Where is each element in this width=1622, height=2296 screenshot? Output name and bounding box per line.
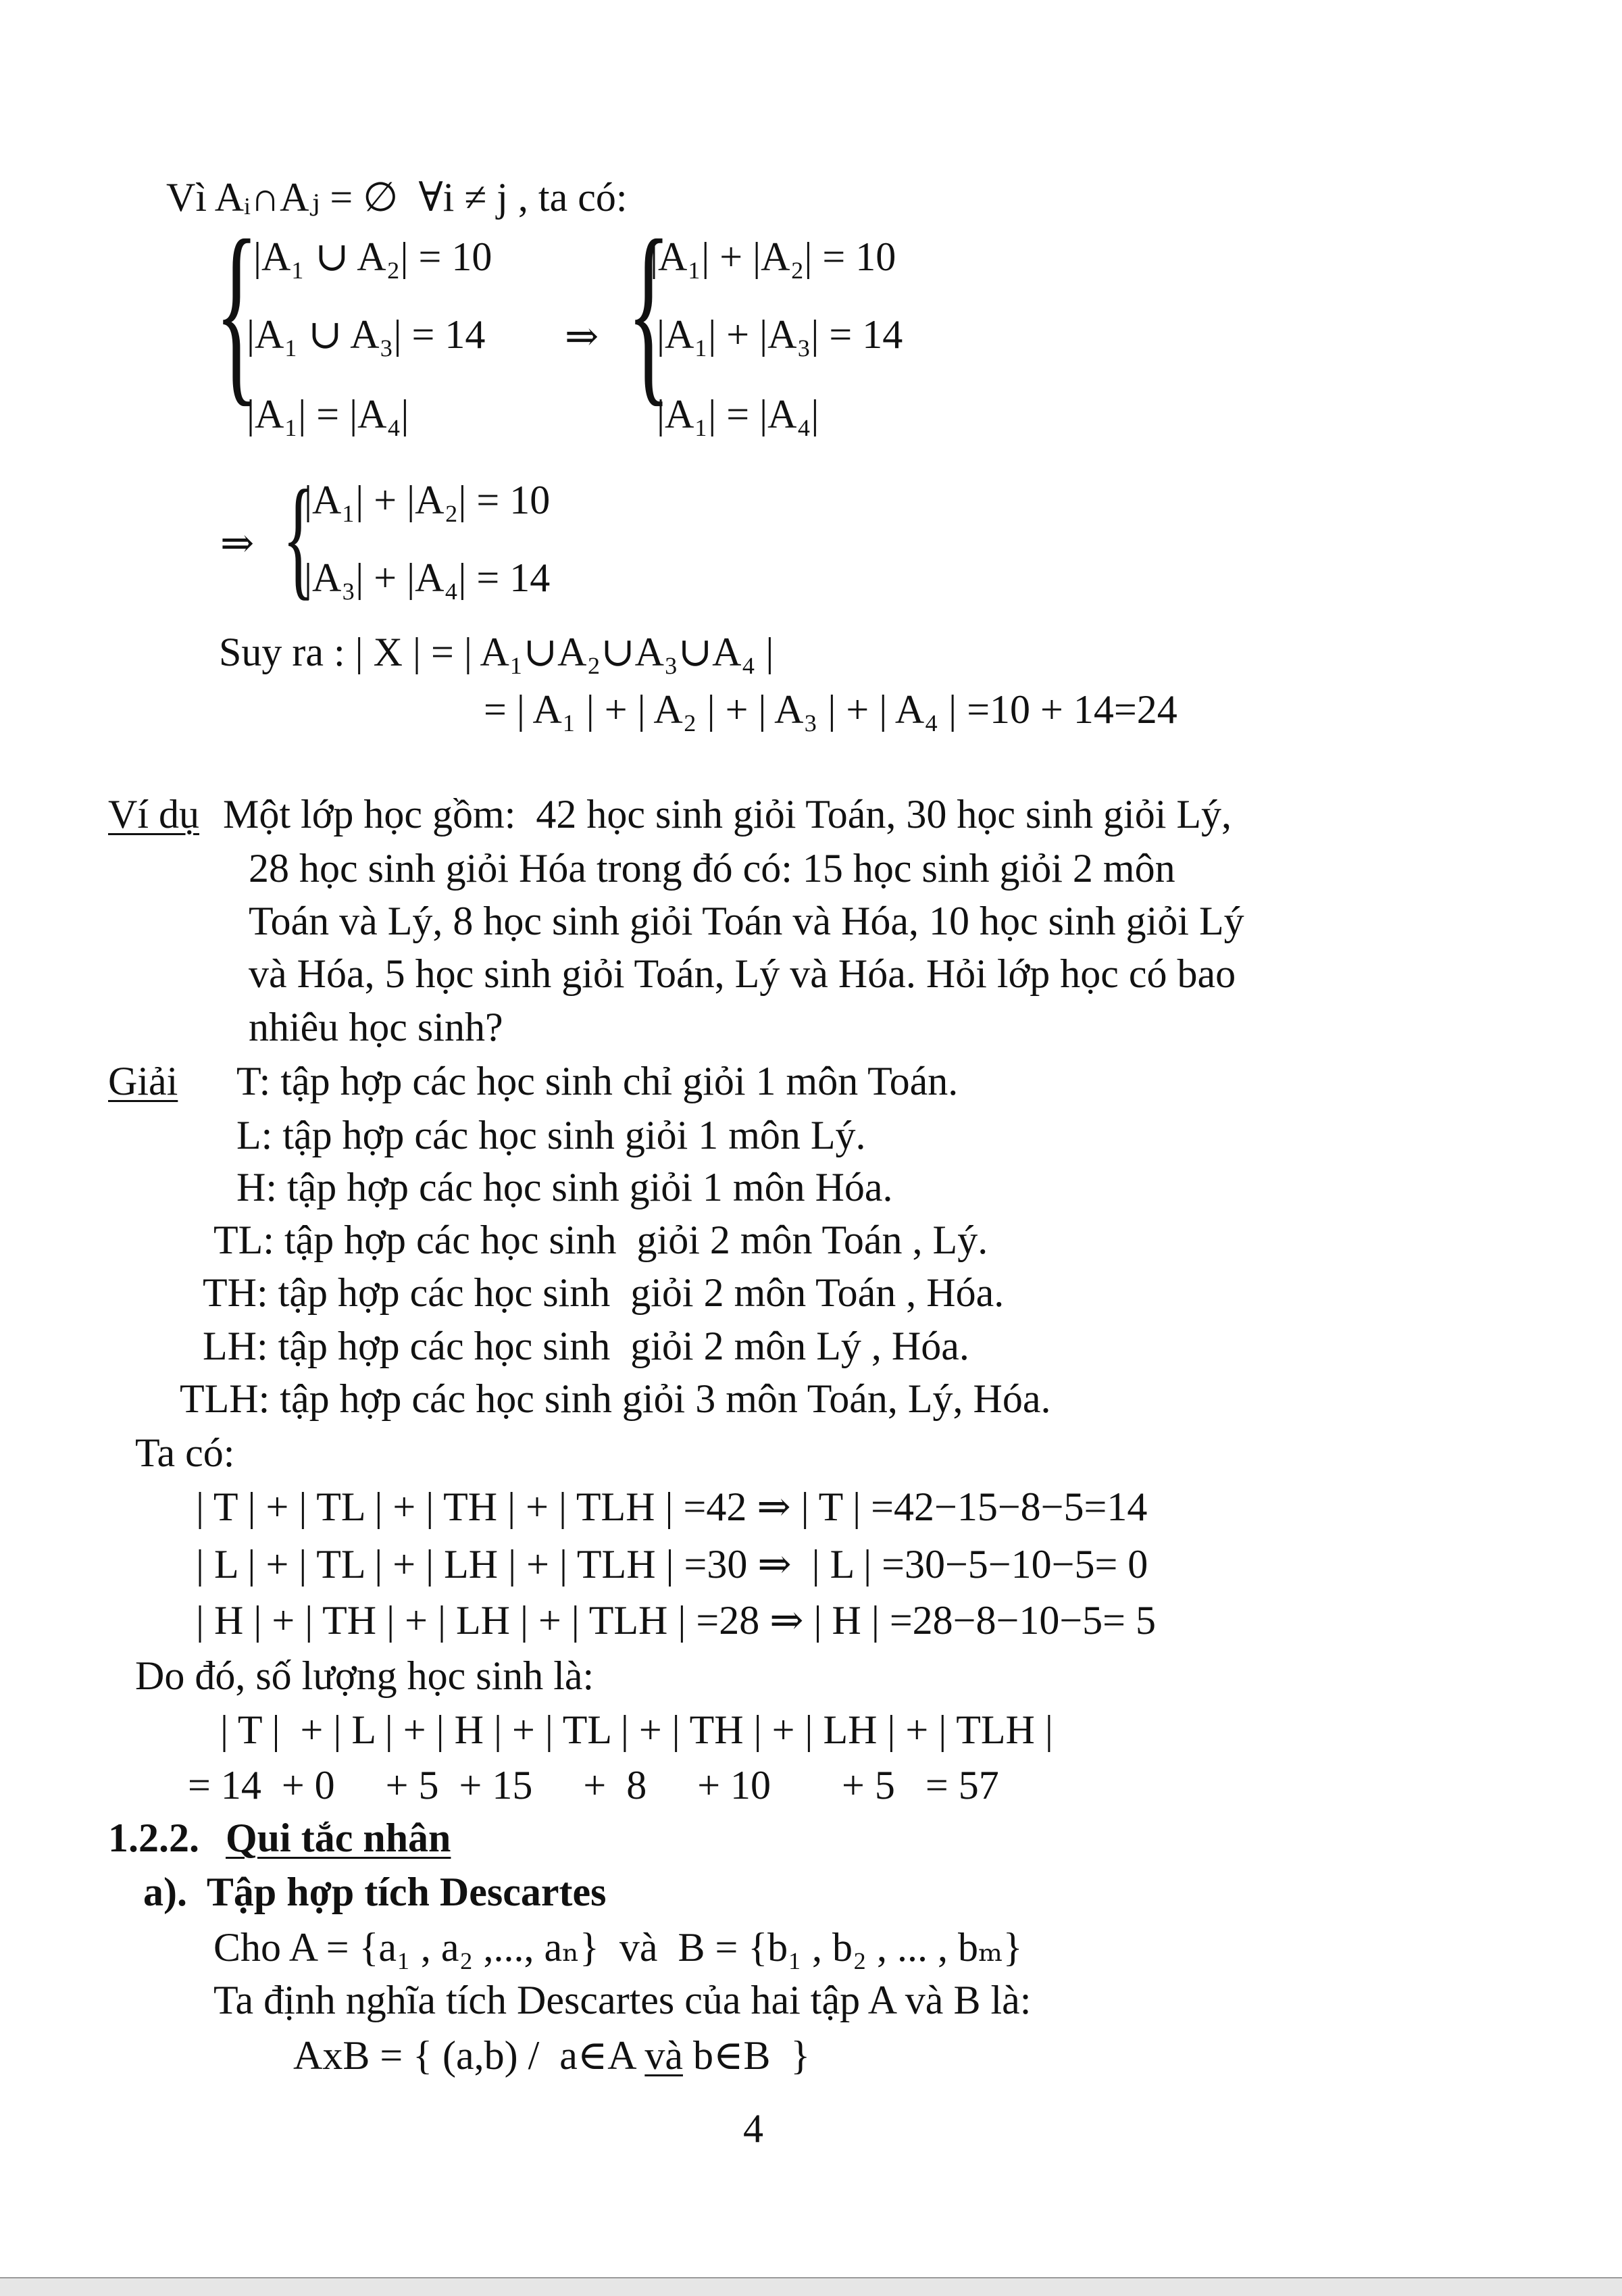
- sys1-left-row-1: |A₁ ∪ A₂| = 10: [253, 234, 492, 279]
- suyra-line-2: = | A₁ | + | A₂ | + | A₃ | + | A₄ | =10 + 14=24: [484, 687, 1177, 732]
- taco-line: Ta có:: [135, 1430, 235, 1475]
- product-va: và: [644, 2033, 683, 2078]
- page-bottom-edge: [0, 2277, 1622, 2296]
- cho-line: Cho A = {a₁ , a₂ ,..., aₙ} và B = {b₁ , b₂ , ... , bₘ}: [213, 1925, 1023, 1970]
- brace-2: {: [282, 463, 315, 612]
- suyra-line-1: Suy ra : | X | = | A₁∪A₂∪A₃∪A₄ |: [219, 630, 774, 674]
- result-line: = 14 + 0 + 5 + 15 + 8 + 10 + 5 = 57: [188, 1763, 999, 1807]
- left-brace-1: {: [215, 199, 259, 423]
- sum-line: | T | + | L | + | H | + | TL | + | TH | + | LH | + | TLH |: [220, 1707, 1053, 1752]
- page-number: 4: [743, 2106, 763, 2151]
- sys1-right-row-2: |A₁| + |A₃| = 14: [657, 312, 903, 357]
- def-TH: TH: tập hợp các học sinh giỏi 2 môn Toán , Hóa.: [203, 1270, 1005, 1315]
- equation-1: | T | + | TL | + | TH | + | TLH | =42 ⇒ | T | =42−15−8−5=14: [196, 1484, 1148, 1529]
- section-title: Qui tắc nhân: [226, 1816, 451, 1860]
- sys2-row-2: |A₃| + |A₄| = 14: [304, 555, 551, 600]
- def-TLH: TLH: tập hợp các học sinh giỏi 3 môn Toán, Lý, Hóa.: [180, 1376, 1051, 1421]
- example-line-2: 28 học sinh giỏi Hóa trong đó có: 15 học sinh giỏi 2 môn: [249, 846, 1175, 891]
- sys1-right-row-3: |A₁| = |A₄|: [657, 392, 819, 436]
- product-post: b∈B }: [682, 2033, 811, 2078]
- def-L: L: tập hợp các học sinh giỏi 1 môn Lý.: [236, 1113, 866, 1157]
- right-brace-1: {: [627, 199, 671, 423]
- example-line-4: và Hóa, 5 học sinh giỏi Toán, Lý và Hóa. Hỏi lớp học có bao: [249, 951, 1236, 996]
- equation-3: | H | + | TH | + | LH | + | TLH | =28 ⇒ | H | =28−8−10−5= 5: [196, 1598, 1157, 1643]
- def-LH: LH: tập hợp các học sinh giỏi 2 môn Lý , Hóa.: [203, 1324, 969, 1368]
- implies-arrow-2: ⇒: [220, 521, 255, 566]
- def-T: T: tập hợp các học sinh chỉ giỏi 1 môn Toán.: [236, 1059, 959, 1103]
- product-pre: AxB = { (a,b) / a∈A: [293, 2033, 645, 2078]
- dodo-line: Do đó, số lượng học sinh là:: [135, 1653, 594, 1698]
- example-label: Ví dụ: [108, 792, 199, 837]
- sys2-row-1: |A₁| + |A₂| = 10: [304, 478, 551, 522]
- intro-line: Vì Aᵢ∩Aⱼ = ∅ ∀i ≠ j , ta có:: [166, 175, 628, 220]
- solution-label: Giải: [108, 1059, 178, 1103]
- def-TL: TL: tập hợp các học sinh giỏi 2 môn Toán , Lý.: [213, 1218, 988, 1262]
- definition-line: Ta định nghĩa tích Descartes của hai tập A và B là:: [213, 1978, 1032, 2022]
- product-line: [293, 2035, 810, 2076]
- sys1-right-row-1: |A₁| + |A₂| = 10: [650, 234, 896, 279]
- def-H: H: tập hợp các học sinh giỏi 1 môn Hóa.: [236, 1165, 893, 1209]
- section-number: 1.2.2.: [108, 1816, 199, 1860]
- equation-2: | L | + | TL | + | LH | + | TLH | =30 ⇒ | L | =30−5−10−5= 0: [196, 1542, 1148, 1587]
- sys1-left-row-2: |A₁ ∪ A₃| = 14: [247, 312, 486, 357]
- implies-arrow-1: ⇒: [565, 314, 599, 359]
- subsection-title: a). Tập hợp tích Descartes: [143, 1870, 607, 1914]
- sys1-left-row-3: |A₁| = |A₄|: [247, 392, 409, 436]
- example-line-3: Toán và Lý, 8 học sinh giỏi Toán và Hóa, 10 học sinh giỏi Lý: [249, 899, 1244, 943]
- example-line-1: Một lớp học gồm: 42 học sinh giỏi Toán, 30 học sinh giỏi Lý,: [223, 792, 1232, 837]
- example-line-5: nhiêu học sinh?: [249, 1005, 503, 1049]
